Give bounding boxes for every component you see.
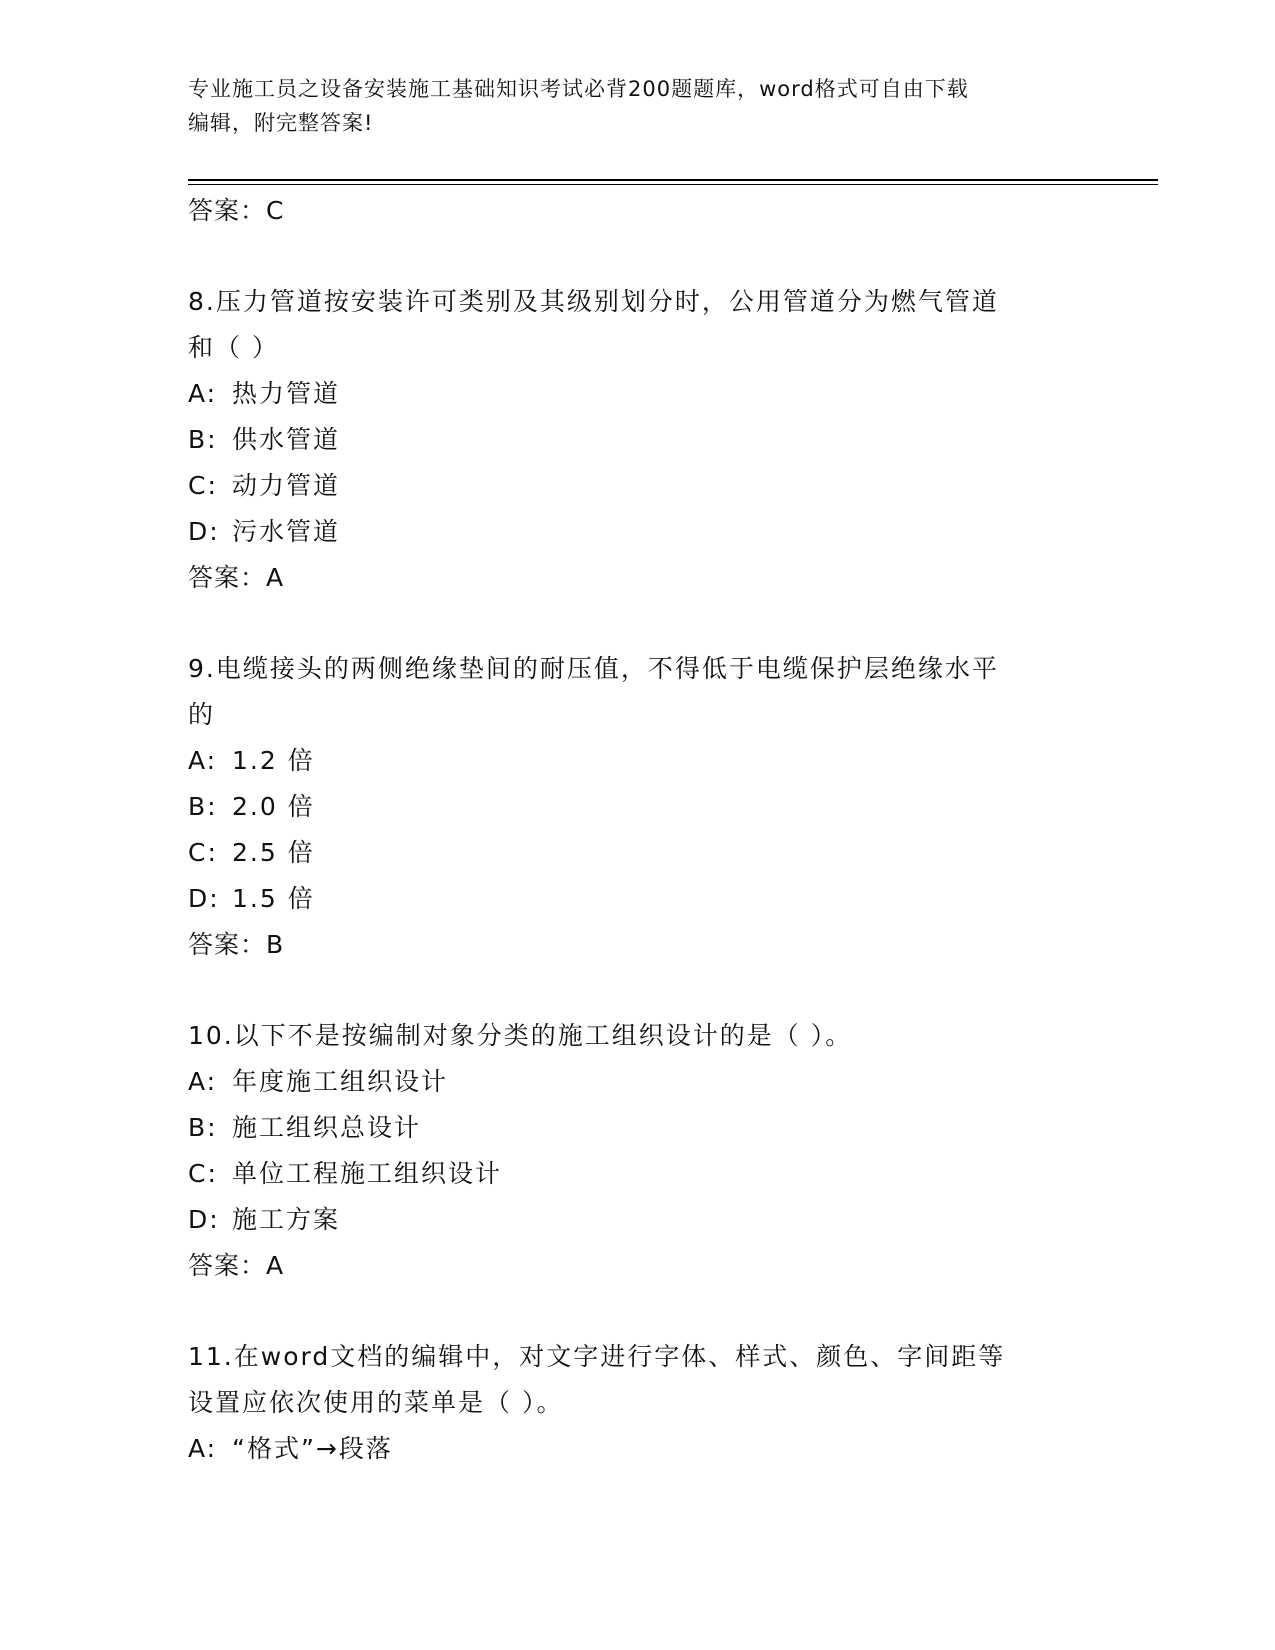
option-text: 污水管道 bbox=[232, 517, 341, 546]
option-text: “格式”→段落 bbox=[232, 1434, 393, 1463]
option-text: 热力管道 bbox=[232, 379, 341, 408]
question-8 bbox=[188, 279, 1088, 601]
option-letter: A: bbox=[188, 379, 218, 408]
answer-line: 答案：B bbox=[188, 930, 285, 959]
question-stem: 9.电缆接头的两侧绝缘垫间的耐压值，不得低于电缆保护层绝缘水平 bbox=[188, 654, 999, 683]
option-a bbox=[188, 1059, 1088, 1105]
answer-line: 答案：A bbox=[188, 563, 285, 592]
option-letter: A: bbox=[188, 746, 218, 775]
option-d bbox=[188, 509, 1088, 555]
question-stem: 10.以下不是按编制对象分类的施工组织设计的是（ ）。 bbox=[188, 1021, 853, 1050]
option-a bbox=[188, 1426, 1088, 1472]
option-d bbox=[188, 1197, 1088, 1243]
header-line-1: 专业施工员之设备安装施工基础知识考试必背200题题库，word格式可自由下载 bbox=[188, 77, 969, 101]
question-stem-continued: 和（ ） bbox=[188, 333, 279, 362]
question-stem-continued: 的 bbox=[188, 700, 216, 729]
option-b bbox=[188, 1105, 1088, 1151]
question-9 bbox=[188, 646, 1088, 968]
option-c bbox=[188, 463, 1088, 509]
question-stem-continued: 设置应依次使用的菜单是（ ）。 bbox=[188, 1388, 564, 1417]
answer-line: 答案：A bbox=[188, 1251, 285, 1280]
document-header bbox=[188, 72, 1088, 140]
question-stem: 8.压力管道按安装许可类别及其级别划分时，公用管道分为燃气管道 bbox=[188, 287, 999, 316]
option-letter: C: bbox=[188, 838, 218, 867]
option-c bbox=[188, 830, 1088, 876]
option-text: 1.5 倍 bbox=[232, 884, 315, 913]
option-letter: C: bbox=[188, 1159, 218, 1188]
option-letter: D: bbox=[188, 884, 220, 913]
question-stem: 11.在word文档的编辑中，对文字进行字体、样式、颜色、字间距等 bbox=[188, 1342, 1006, 1371]
option-letter: D: bbox=[188, 1205, 220, 1234]
header-divider-thin bbox=[188, 184, 1158, 185]
option-a bbox=[188, 371, 1088, 417]
option-text: 动力管道 bbox=[232, 471, 341, 500]
option-text: 2.5 倍 bbox=[232, 838, 315, 867]
option-text: 年度施工组织设计 bbox=[232, 1067, 449, 1096]
previous-answer: 答案：C bbox=[188, 196, 285, 225]
option-text: 单位工程施工组织设计 bbox=[232, 1159, 503, 1188]
option-text: 施工方案 bbox=[232, 1205, 341, 1234]
option-text: 1.2 倍 bbox=[232, 746, 315, 775]
question-11 bbox=[188, 1334, 1088, 1472]
option-letter: C: bbox=[188, 471, 218, 500]
option-b bbox=[188, 784, 1088, 830]
option-d bbox=[188, 876, 1088, 922]
header-divider-thick bbox=[188, 179, 1158, 181]
option-letter: A: bbox=[188, 1434, 218, 1463]
question-list bbox=[188, 188, 1088, 1472]
question-10 bbox=[188, 1013, 1088, 1289]
option-letter: D: bbox=[188, 517, 220, 546]
option-letter: B: bbox=[188, 1113, 218, 1142]
option-letter: A: bbox=[188, 1067, 218, 1096]
option-text: 供水管道 bbox=[232, 425, 341, 454]
header-line-2: 编辑，附完整答案! bbox=[188, 111, 374, 135]
option-letter: B: bbox=[188, 425, 218, 454]
option-text: 施工组织总设计 bbox=[232, 1113, 422, 1142]
option-c bbox=[188, 1151, 1088, 1197]
option-b bbox=[188, 417, 1088, 463]
option-a bbox=[188, 738, 1088, 784]
option-text: 2.0 倍 bbox=[232, 792, 315, 821]
option-letter: B: bbox=[188, 792, 218, 821]
